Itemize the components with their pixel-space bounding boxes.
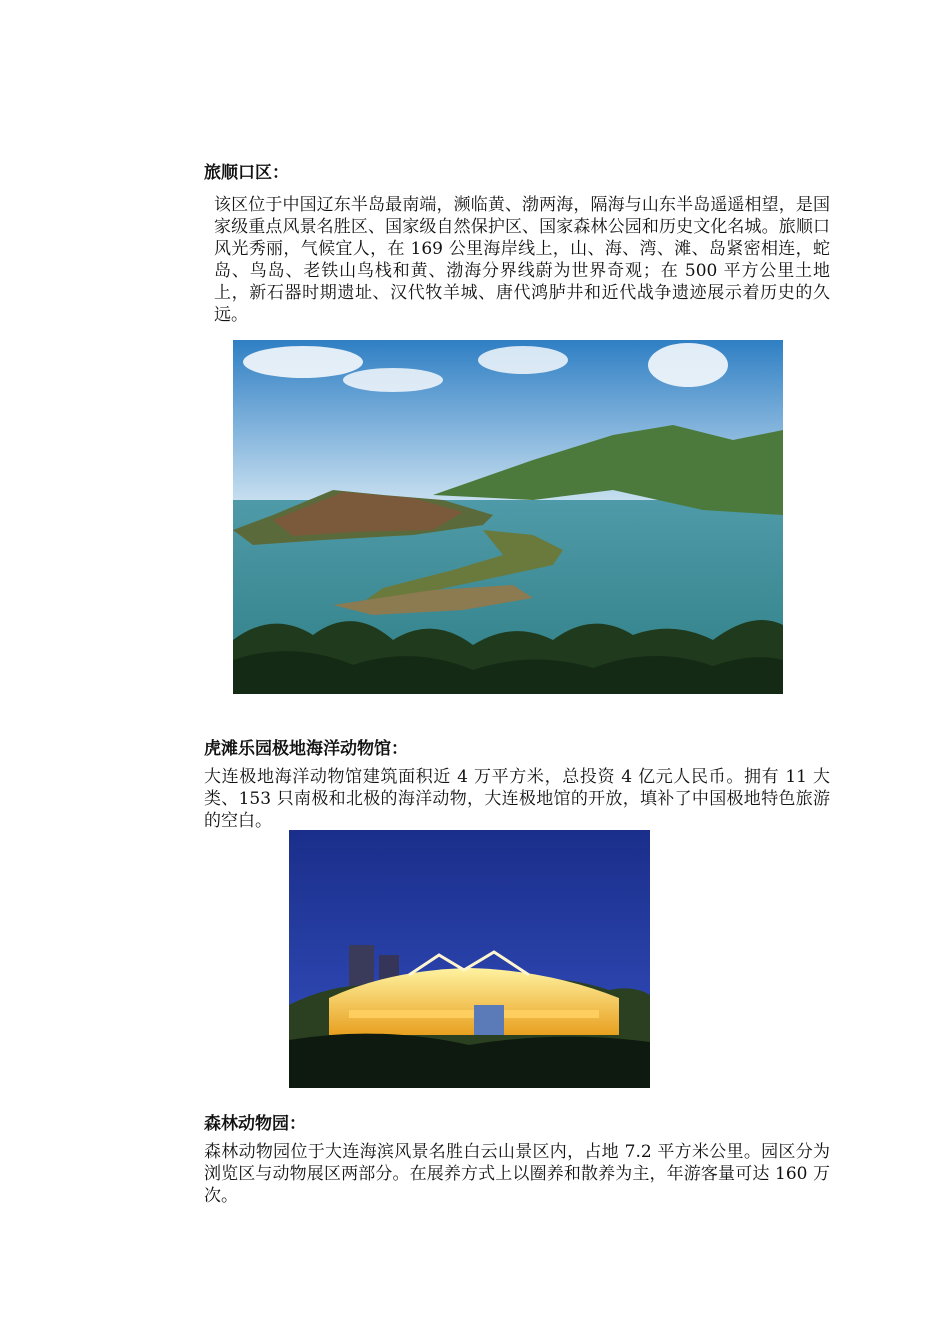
section-heading-forest-zoo: 森林动物园： — [204, 1114, 306, 1134]
section-text-polar-aquarium: 大连极地海洋动物馆建筑面积近 4 万平方米，总投资 4 亿元人民币。拥有 11 大类、153 只南极和北极的海洋动物，大连极地馆的开放，填补了中国极地特色旅游的空白。 — [204, 767, 830, 831]
section-heading-polar-aquarium: 虎滩乐园极地海洋动物馆： — [204, 739, 408, 759]
polar-aquarium-night-photo — [289, 830, 650, 1088]
section-text-forest-zoo: 森林动物园位于大连海滨风景名胜白云山景区内，占地 7.2 平方米公里。园区分为浏览区与动物展区两部分。在展养方式上以圈养和散养为主，年游客量可达 160 万次。 — [204, 1142, 830, 1206]
lushunkou-coast-photo — [233, 340, 783, 694]
section-heading-lushunkou: 旅顺口区： — [204, 163, 289, 183]
section-text-lushunkou: 该区位于中国辽东半岛最南端，濒临黄、渤两海，隔海与山东半岛遥遥相望，是国家级重点风景名胜区、国家级自然保护区、国家森林公园和历史文化名城。旅顺口风光秀丽，气候宜人，在 169 公里海岸线上，山、海、湾、滩、岛紧密相连，蛇岛、鸟岛、老铁山鸟栈和黄、渤海分界线蔚为世界奇观；在 500 平方公里土地上，新石器时期遗址、汉代牧羊城、唐代鸿胪井和近代战争遗迹展示着历史的久远。 — [214, 195, 830, 325]
